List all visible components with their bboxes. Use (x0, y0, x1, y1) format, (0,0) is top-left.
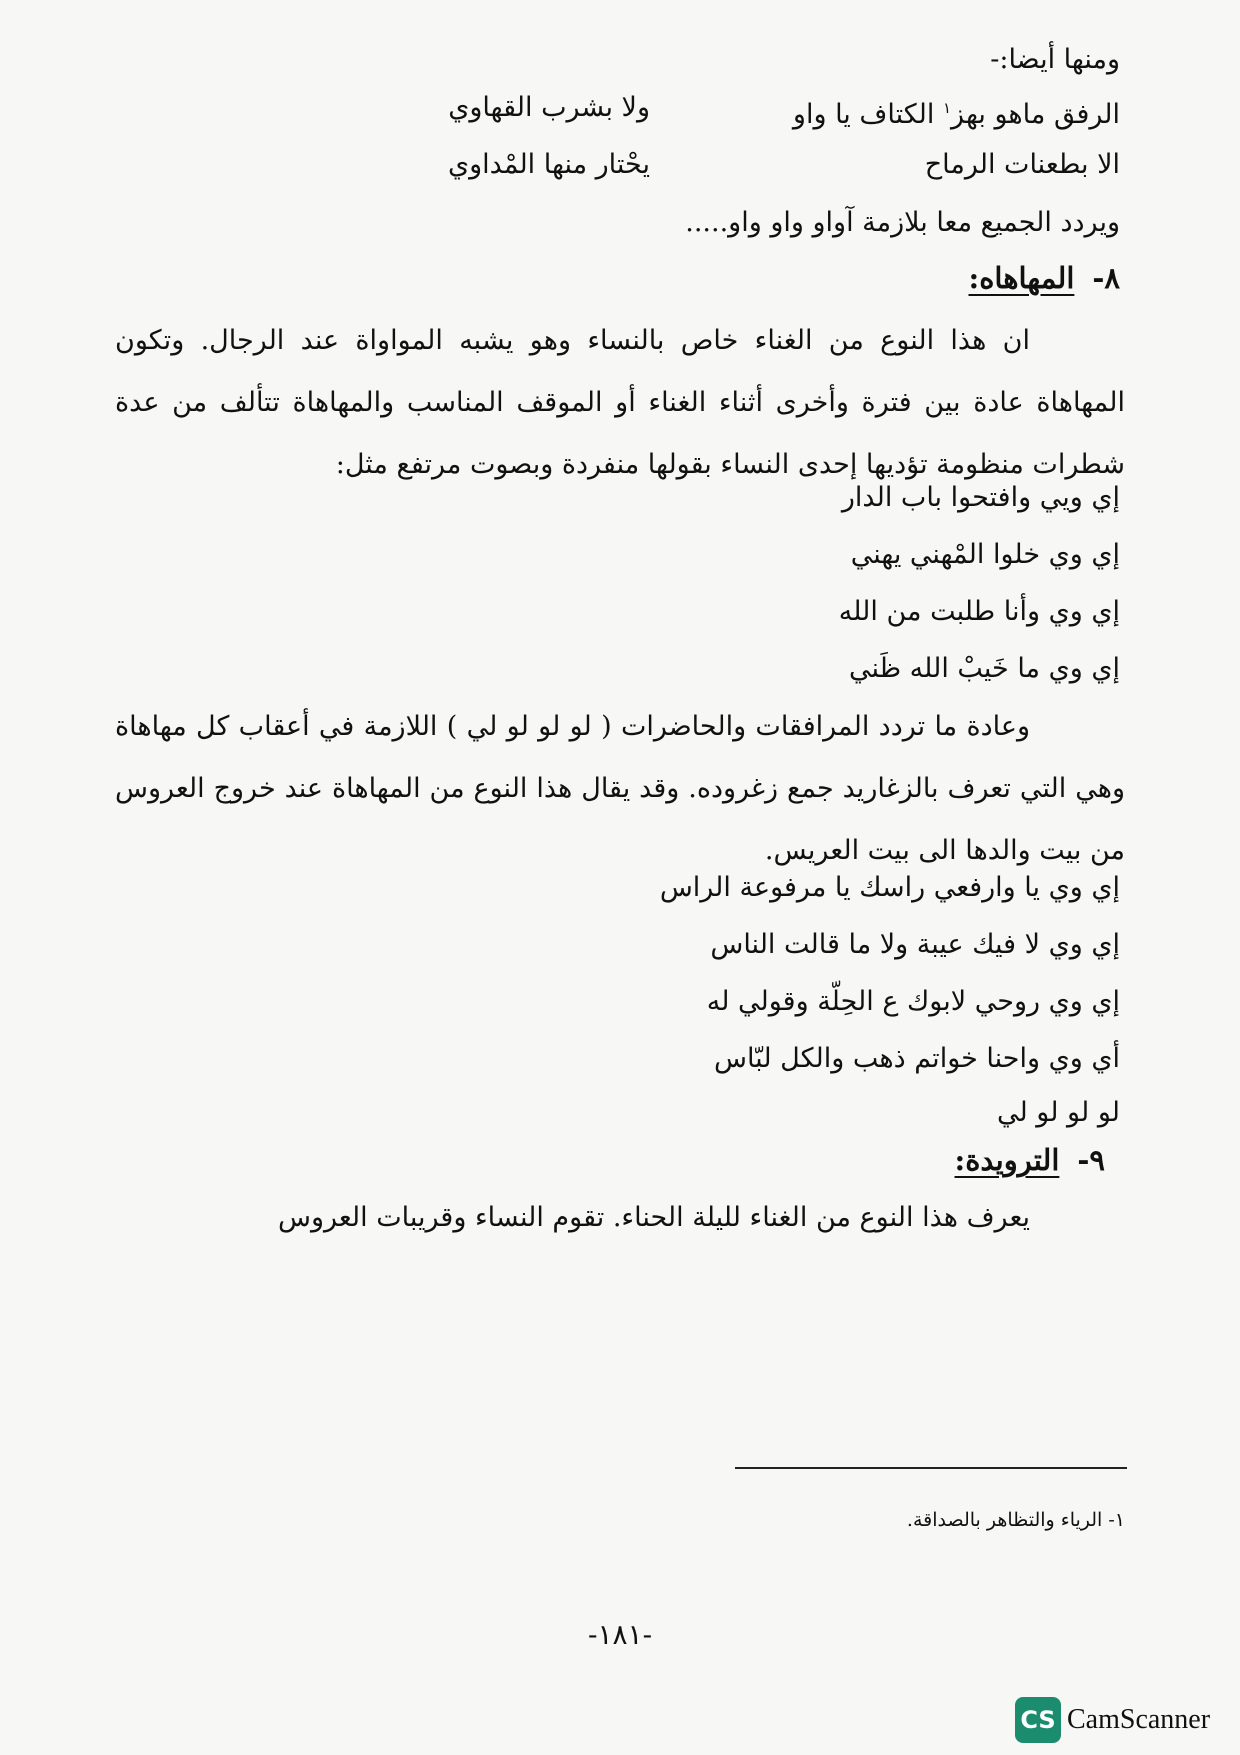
couplet-1-first (793, 88, 1120, 135)
section-8-heading (968, 258, 1120, 298)
verse-1-3: إي وي وأنا طلبت من الله (838, 596, 1120, 627)
section-9-title: الترويدة: (954, 1143, 1060, 1177)
section-9-heading (955, 1140, 1105, 1180)
couplet-2 (190, 145, 1120, 185)
section-8-title: المهاهاه: (968, 261, 1075, 295)
couplet-1-first-rest: الكتاف يا واو (792, 99, 943, 130)
verse-1-2: إي وي خلوا المْهني يهني (850, 539, 1120, 570)
verse-2-4: أي وي واحنا خواتم ذهب والكل لبّاس (714, 1043, 1120, 1074)
footnote-ref: ١ (942, 99, 952, 117)
verse-2-3: إي وي روحي لابوك ع الحِلّة وقولي له (706, 986, 1120, 1017)
paragraph-3: يعرف هذا النوع من الغناء لليلة الحناء. تقوم النساء وقريبات العروس (278, 1202, 1030, 1233)
verse-1-1: إي ويي وافتحوا باب الدار (841, 482, 1120, 513)
couplet-2-first: الا بطعنات الرماح (924, 149, 1120, 180)
section-8-number: ٨- (1092, 261, 1120, 295)
section-9-number: ٩- (1077, 1143, 1105, 1177)
footnote-divider (735, 1467, 1127, 1469)
footnote: ١- الرياء والتظاهر بالصداقة. (906, 1509, 1125, 1531)
couplet-2-second: يحْتار منها المْداوي (448, 149, 650, 180)
verse-1-4: إي وي ما خَيبْ الله ظَني (848, 653, 1120, 684)
paragraph-2: وعادة ما تردد المرافقات والحاضرات ( لو لو لو لي ) اللازمة في أعقاب كل مهاهاة وهي التي تعرف بالزغاريد جمع زغروده. وقد يقال هذا النوع من المهاهاة عند خروج العروس من بيت والدها الى بيت العريس. (115, 711, 1125, 866)
camscanner-name: CamScanner (1067, 1704, 1211, 1735)
verse-2-5: لو لو لو لي (996, 1097, 1120, 1128)
verse-2-1: إي وي يا وارفعي راسك يا مرفوعة الراس (659, 872, 1120, 903)
camscanner-watermark (1015, 1697, 1210, 1743)
page-number: -١٨١- (587, 1618, 653, 1651)
verse-2-2: إي وي لا فيك عيبة ولا ما قالت الناس (710, 929, 1120, 960)
couplet-1 (190, 88, 1120, 128)
intro-line: ومنها أيضا:- (990, 44, 1120, 75)
couplet-1-first-text: الرفق ماهو بهز (951, 99, 1120, 130)
camscanner-logo-icon: CS (1015, 1697, 1061, 1743)
paragraph-1: ان هذا النوع من الغناء خاص بالنساء وهو يشبه المواواة عند الرجال. وتكون المهاهاة عادة بين فترة وأخرى أثناء الغناء أو الموقف المناسب والمهاهاة تتألف من عدة شطرات منظومة تؤديها إحدى النساء بقولها منفردة وبصوت مرتفع مثل: (115, 325, 1125, 480)
couplet-1-second: ولا بشرب القهاوي (448, 92, 650, 123)
refrain-line: ويردد الجميع معا بلازمة آواو واو واو..... (685, 207, 1120, 238)
